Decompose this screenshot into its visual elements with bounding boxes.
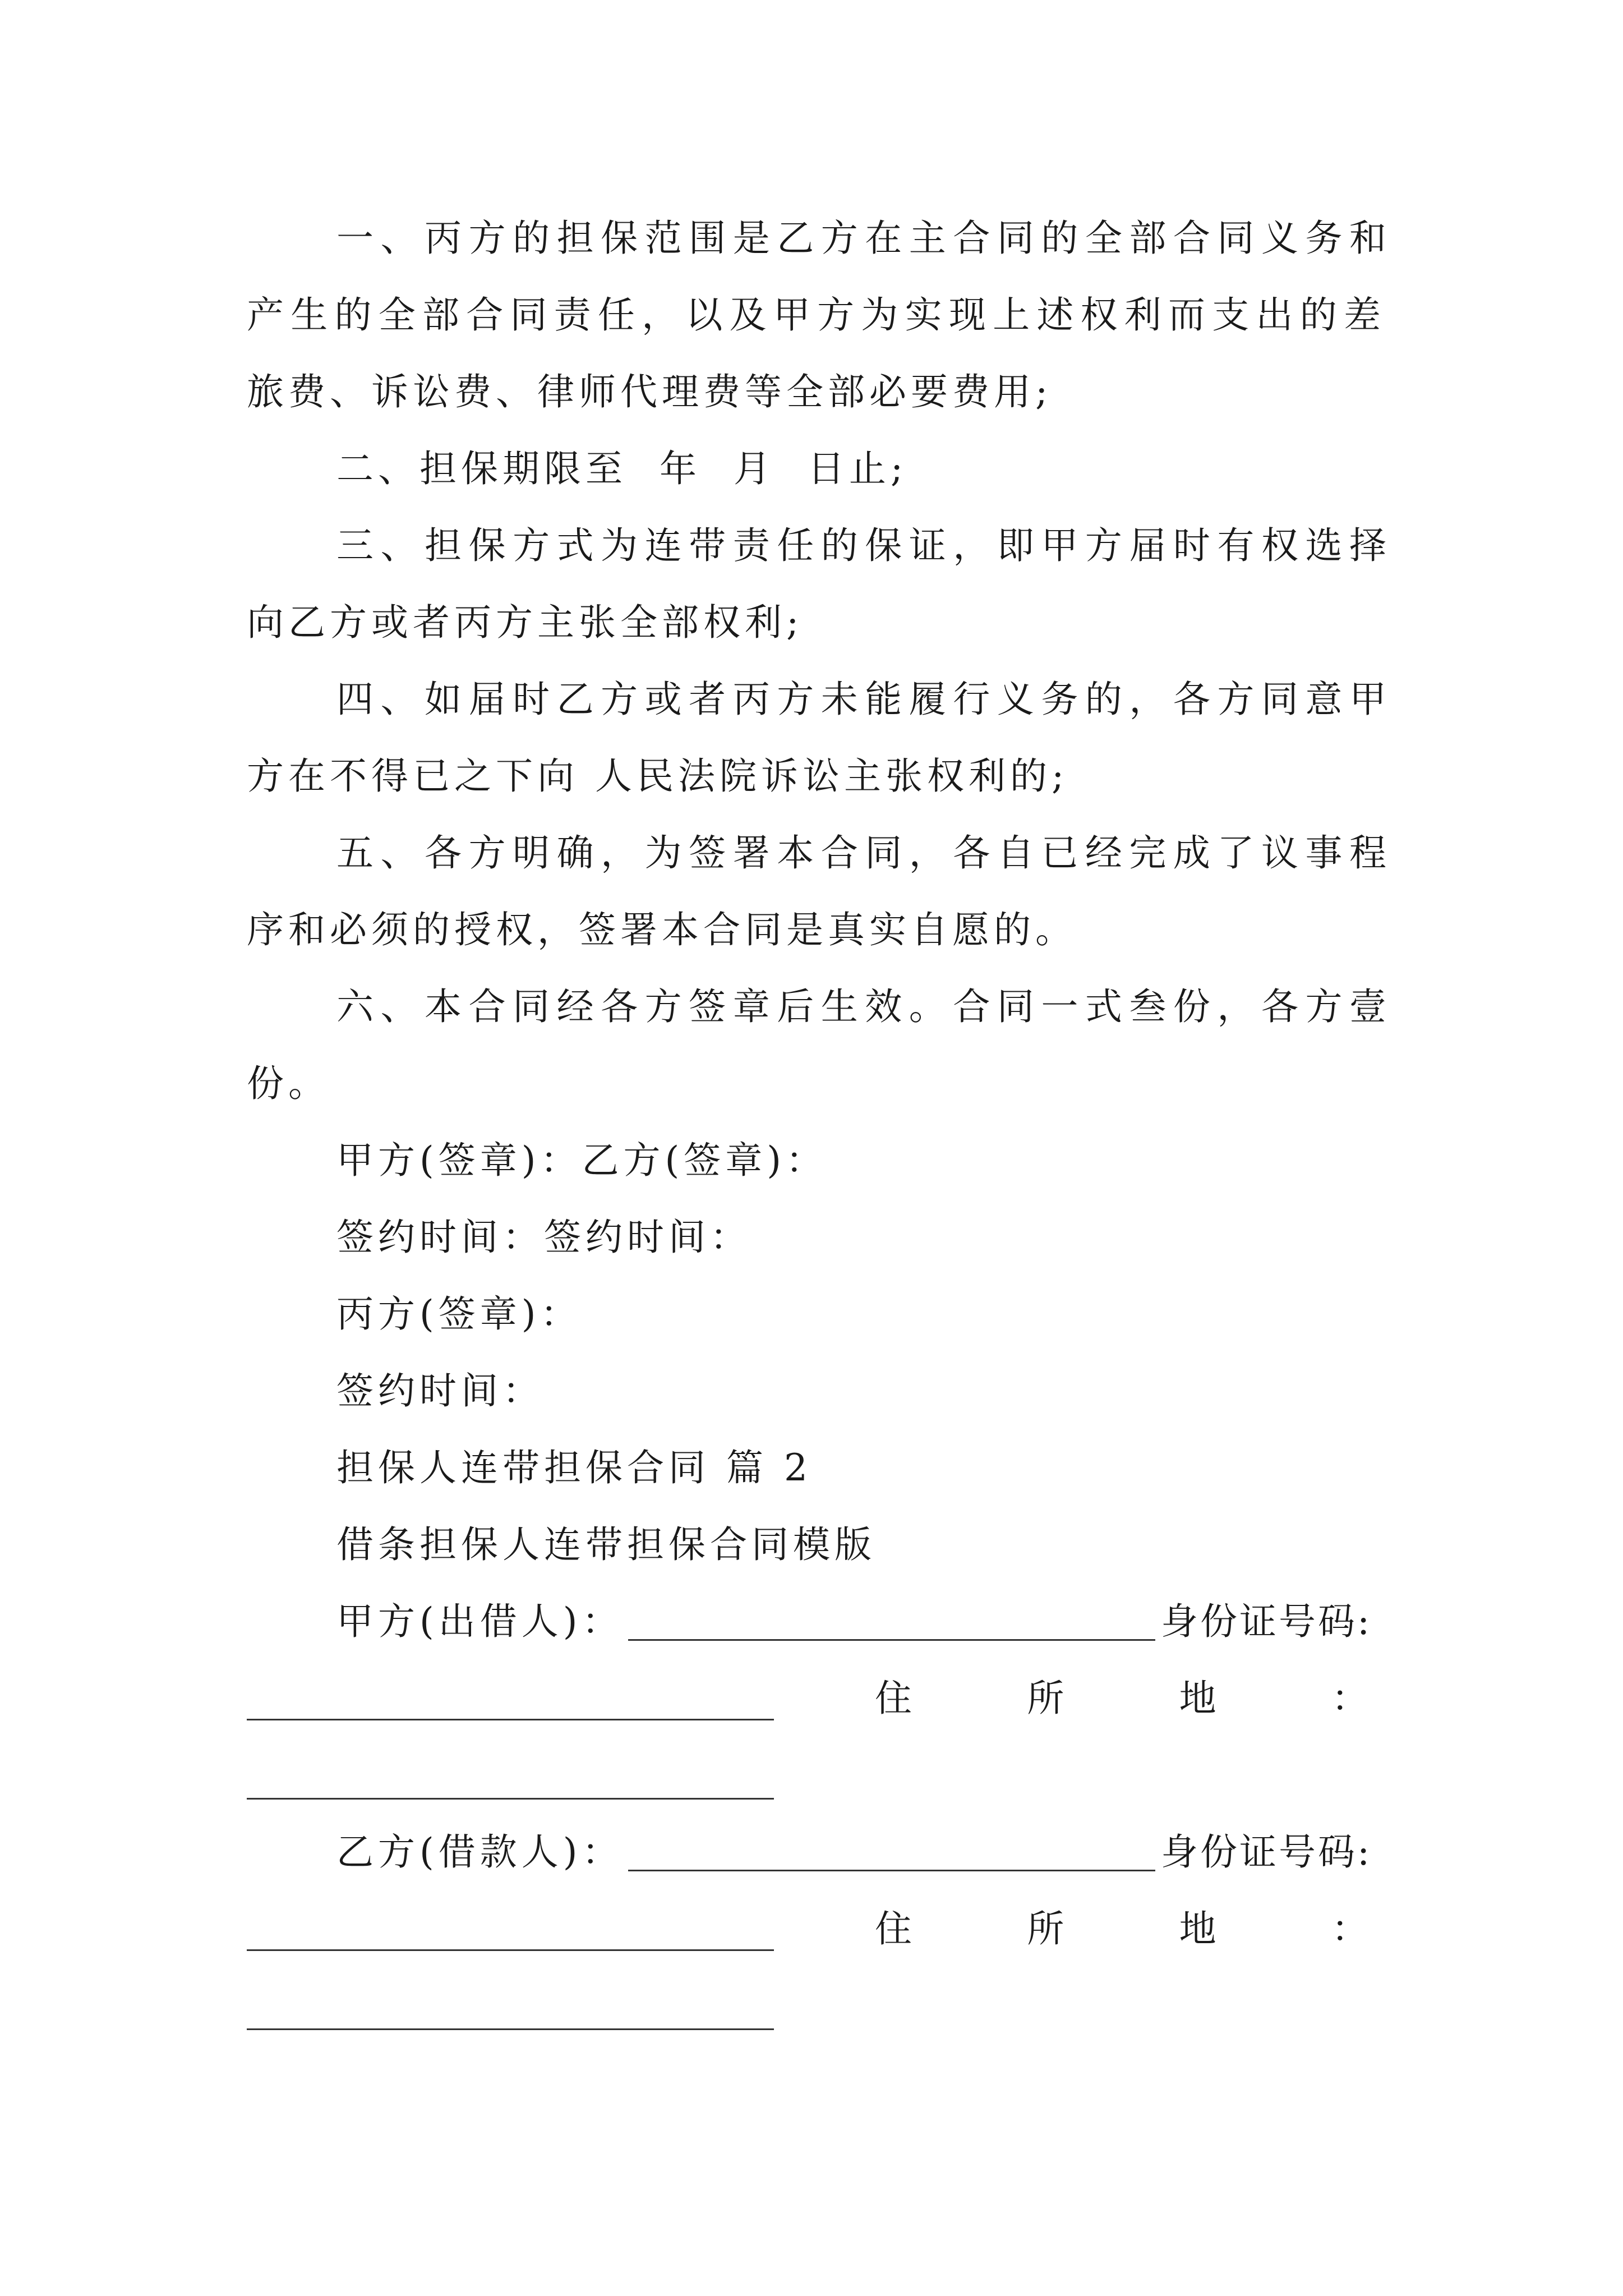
lender-address-label [875, 1673, 1368, 1724]
lender-address-blank [247, 1798, 774, 1800]
signature-party-ab: 甲方(签章)：乙方(签章)： [336, 1139, 827, 1182]
signature-time-c: 签约时间： [336, 1369, 544, 1412]
section-2-subheading: 借条担保人连带担保合同模版 [336, 1523, 876, 1566]
borrower-address-blank [247, 2028, 774, 2030]
lender-label: 甲方(出借人)： [336, 1600, 624, 1643]
borrower-id-label: 身份证号码: [1161, 1830, 1372, 1874]
borrower-address-label [875, 1904, 1368, 1954]
lender-id-label: 身份证号码: [1161, 1600, 1372, 1643]
clause-1-line-3: 旅费、诉讼费、律师代理费等全部必要费用; [247, 370, 1053, 413]
clause-6-line-2: 份。 [247, 1062, 330, 1105]
address-char-1: 住 [875, 1677, 912, 1720]
clause-5-line-1: 五、各方明确，为签署本合同，各自已经完成了议事程 [336, 831, 1391, 875]
address-char-1: 住 [875, 1907, 912, 1950]
borrower-label: 乙方(借款人)： [336, 1830, 624, 1874]
address-char-4: ： [1331, 1677, 1368, 1720]
signature-time-ab: 签约时间：签约时间： [336, 1216, 751, 1259]
clause-1-line-2: 产生的全部合同责任，以及甲方为实现上述权利而支出的差 [247, 293, 1385, 337]
clause-1-line-1: 一、丙方的担保范围是乙方在主合同的全部合同义务和 [336, 217, 1391, 260]
clause-3-line-1: 三、担保方式为连带责任的保证，即甲方届时有权选择 [336, 524, 1391, 567]
signature-party-c: 丙方(签章)： [336, 1292, 582, 1336]
borrower-id-blank [247, 1949, 774, 1951]
clause-2: 二、担保期限至 年 月 日止; [336, 447, 908, 490]
address-char-2: 所 [1027, 1677, 1064, 1720]
borrower-name-blank [628, 1870, 1155, 1871]
address-char-2: 所 [1027, 1907, 1064, 1950]
clause-4-line-2: 方在不得已之下向 人民法院诉讼主张权利的; [247, 754, 1069, 798]
clause-3-line-2: 向乙方或者丙方主张全部权利; [247, 601, 804, 644]
address-char-4: ： [1331, 1907, 1368, 1950]
address-char-3: 地 [1179, 1677, 1216, 1720]
clause-6-line-1: 六、本合同经各方签章后生效。合同一式叁份，各方壹 [336, 985, 1391, 1028]
lender-name-blank [628, 1639, 1155, 1641]
section-2-heading: 担保人连带担保合同 篇 2 [336, 1446, 812, 1489]
clause-5-line-2: 序和必须的授权，签署本合同是真实自愿的。 [247, 908, 1077, 951]
address-char-3: 地 [1179, 1907, 1216, 1950]
clause-4-line-1: 四、如届时乙方或者丙方未能履行义务的，各方同意甲 [336, 678, 1391, 721]
lender-id-blank [247, 1719, 774, 1720]
